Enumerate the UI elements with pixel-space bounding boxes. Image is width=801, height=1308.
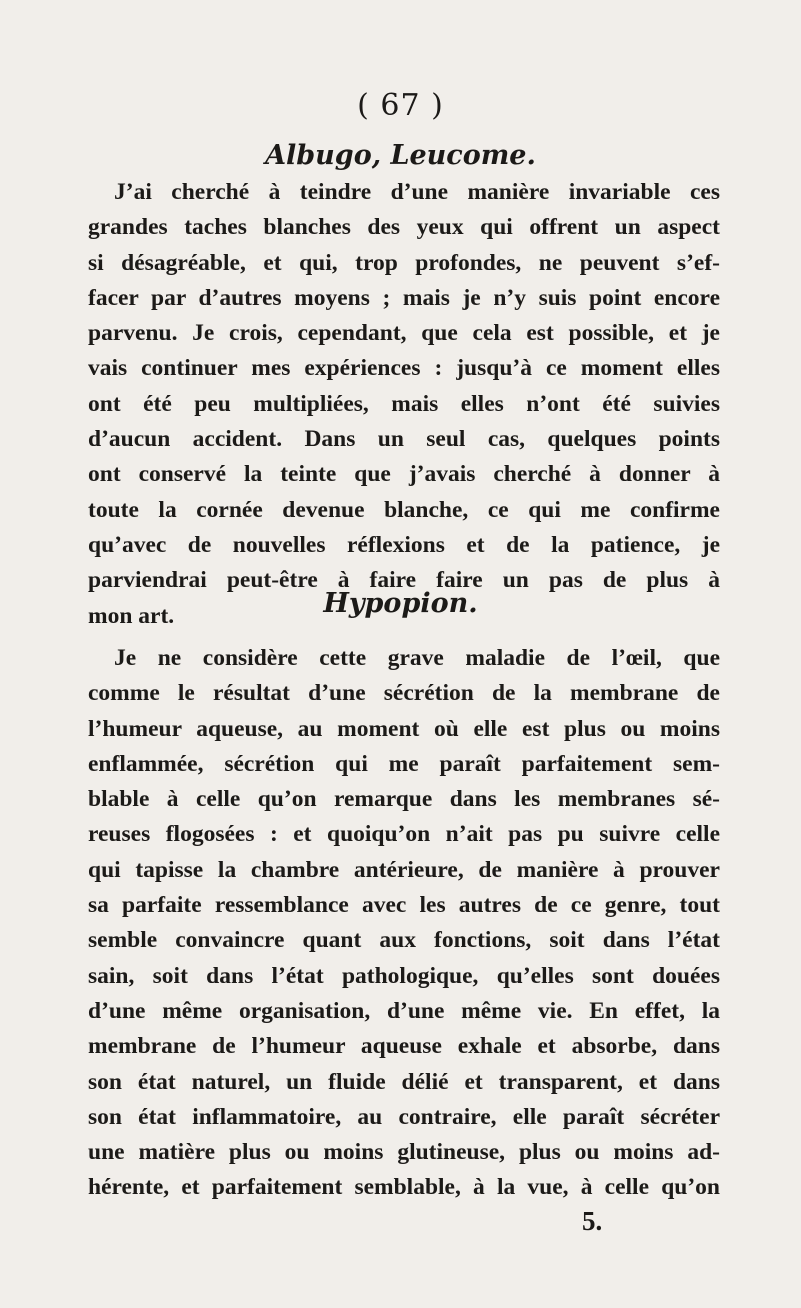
text-line: parviendrai peut-être à faire faire un pas de plus à: [88, 567, 720, 594]
text-line: d’aucun accident. Dans un seul cas, quelques points: [88, 426, 720, 453]
text-line: une matière plus ou moins glutineuse, plus ou moins ad-: [88, 1139, 720, 1166]
text-line: facer par d’autres moyens ; mais je n’y suis point encore: [88, 284, 720, 311]
text-line: enflammée, sécrétion qui me paraît parfaitement sem-: [88, 750, 720, 777]
text-line: comme le résultat d’une sécrétion de la membrane de: [88, 680, 720, 707]
text-line: semble convaincre quant aux fonctions, soit dans l’état: [88, 927, 720, 954]
text-line: mon art.: [88, 602, 175, 629]
text-line: ont conservé la teinte que j’avais cherché à donner à: [88, 461, 720, 488]
text-line: grandes taches blanches des yeux qui offrent un aspect: [88, 214, 720, 241]
text-line: qui tapisse la chambre antérieure, de manière à prouver: [88, 856, 720, 883]
text-line: d’une même organisation, d’une même vie. En effet, la: [88, 997, 720, 1024]
paragraph-hypopion: [88, 641, 720, 1206]
text-line: son état naturel, un fluide délié et transparent, et dans: [88, 1068, 720, 1095]
text-line: hérente, et parfaitement semblable, à la vue, à celle qu’on: [88, 1174, 720, 1201]
text-line: sain, soit dans l’état pathologique, qu’elles sont douées: [88, 962, 720, 989]
text-line: si désagréable, et qui, trop profondes, ne peuvent s’ef-: [88, 249, 720, 276]
text-line: reuses flogosées : et quoiqu’on n’ait pas pu suivre celle: [88, 821, 720, 848]
text-line: Je ne considère cette grave maladie de l’œil, que: [114, 645, 720, 671]
text-line: l’humeur aqueuse, au moment où elle est plus ou moins: [88, 715, 720, 742]
text-line: vais continuer mes expériences : jusqu’à ce moment elles: [88, 355, 720, 382]
text-line: toute la cornée devenue blanche, ce qui me confirme: [88, 496, 720, 523]
section-heading-hypopion: Hypopion.: [323, 588, 478, 619]
text-line: ont été peu multipliées, mais elles n’ont été suivies: [88, 390, 720, 417]
signature-mark: 5.: [582, 1206, 603, 1236]
text-line: J’ai cherché à teindre d’une manière invariable ces: [114, 179, 720, 205]
text-line: membrane de l’humeur aqueuse exhale et absorbe, dans: [88, 1033, 720, 1060]
text-line: son état inflammatoire, au contraire, elle paraît sécréter: [88, 1103, 720, 1130]
paragraph-albugo: [88, 175, 720, 634]
text-line: sa parfaite ressemblance avec les autres de ce genre, tout: [88, 892, 720, 919]
text-line: qu’avec de nouvelles réflexions et de la patience, je: [88, 531, 720, 558]
page-number: ( 67 ): [357, 88, 444, 123]
section-heading-albugo: Albugo, Leucome.: [265, 140, 536, 171]
text-line: blable à celle qu’on remarque dans les membranes sé-: [88, 786, 720, 813]
text-line: parvenu. Je crois, cependant, que cela est possible, et je: [88, 320, 720, 347]
